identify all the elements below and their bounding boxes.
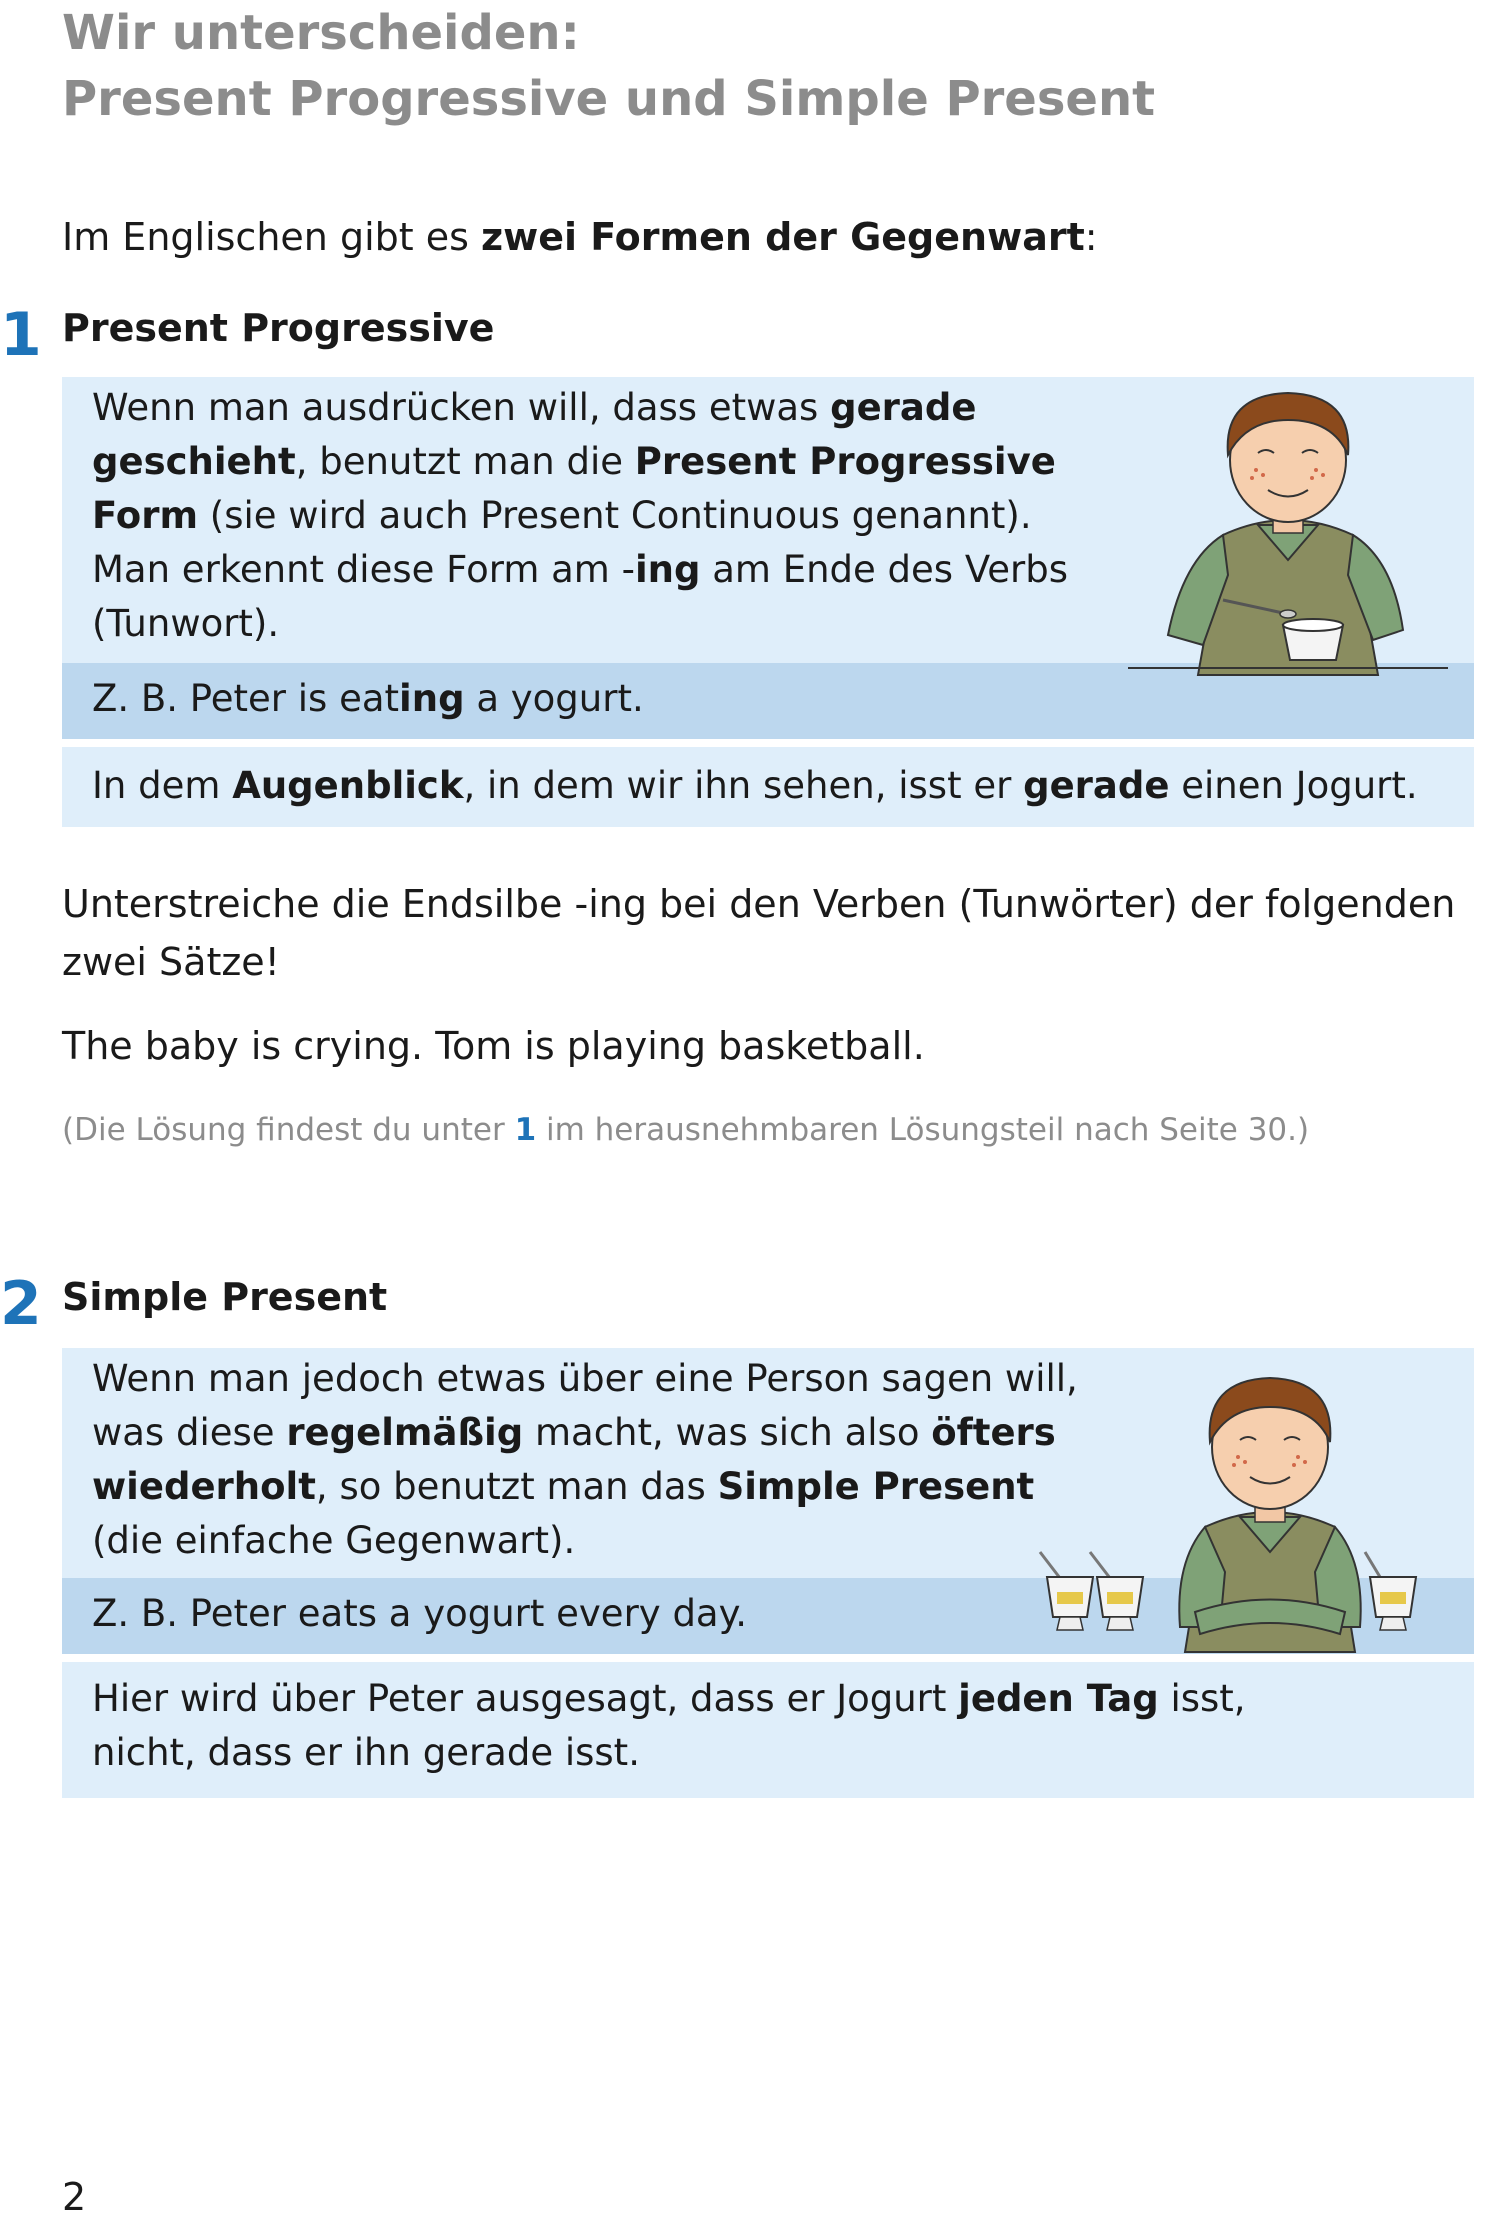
bold-text: gerade — [1023, 764, 1170, 807]
text: isst, — [1158, 1677, 1246, 1720]
exercise-sentences: The baby is crying. Tom is playing basketball. — [62, 1024, 925, 1068]
text: , benutzt man die — [295, 440, 635, 483]
text: a yogurt. — [464, 677, 644, 720]
text: Wenn man ausdrücken will, dass etwas — [92, 386, 831, 429]
bold-text: ing — [634, 548, 701, 591]
bold-text: Form — [92, 494, 198, 537]
hint-number: 1 — [514, 1112, 537, 1148]
intro-pre: Im Englischen gibt es — [62, 215, 481, 259]
text: , in dem wir ihn sehen, isst er — [463, 764, 1024, 807]
section-1-number: 1 — [0, 300, 42, 370]
bold-text: jeden Tag — [958, 1677, 1159, 1720]
yogurt-cup — [1365, 1552, 1416, 1630]
text: (Tunwort). — [92, 602, 280, 645]
text: macht, was sich also — [523, 1411, 932, 1454]
bold-text: regelmäßig — [286, 1411, 524, 1454]
divider — [62, 1654, 1474, 1662]
boy-with-yogurt-cups-illustration — [1035, 1362, 1455, 1652]
text: nicht, dass er ihn gerade isst. — [92, 1731, 640, 1774]
text: (Die Lösung findest du unter — [62, 1112, 515, 1148]
yogurt-cup — [1090, 1552, 1143, 1630]
text: zwei Sätze! — [62, 940, 280, 984]
section-2-heading: Simple Present — [62, 1275, 388, 1319]
bold-text: Present Progressive — [634, 440, 1056, 483]
section-2-number: 2 — [0, 1269, 42, 1339]
text: am Ende des Verbs — [700, 548, 1069, 591]
example-text: Z. B. Peter eats a yogurt every day. — [92, 1592, 747, 1635]
bold-text: Augenblick — [232, 764, 464, 807]
bold-text: öfters — [931, 1411, 1056, 1454]
title-line-1: Wir unterscheiden: — [62, 5, 580, 61]
divider — [62, 739, 1474, 747]
exercise-instruction — [62, 875, 1455, 991]
text: Unterstreiche die Endsilbe -ing bei den Verben (Tunwörter) der folgenden — [62, 882, 1456, 926]
section-1-explanation — [92, 381, 1068, 651]
text: Man erkennt diese Form am - — [92, 548, 635, 591]
bold-text: geschieht — [92, 440, 296, 483]
text: was diese — [92, 1411, 287, 1454]
yogurt-cup — [1040, 1552, 1093, 1630]
text: , so benutzt man das — [315, 1465, 718, 1508]
bold-text: gerade — [830, 386, 977, 429]
section-2-explanation — [92, 1352, 1078, 1568]
example-text — [92, 675, 644, 723]
text: (die einfache Gegenwart). — [92, 1519, 576, 1562]
section-2-note — [92, 1672, 1246, 1780]
text: einen Jogurt. — [1169, 764, 1418, 807]
text: In dem — [92, 764, 233, 807]
section-2-note-box — [62, 1662, 1474, 1798]
section-1-heading: Present Progressive — [62, 306, 495, 350]
intro-text — [62, 212, 1098, 262]
text: Wenn man jedoch etwas über eine Person sagen will, — [92, 1357, 1078, 1400]
title-line-2: Present Progressive und Simple Present — [62, 71, 1156, 127]
text: (sie wird auch Present Continuous genannt). — [198, 494, 1032, 537]
bold-text: Simple Present — [717, 1465, 1035, 1508]
solution-hint — [62, 1108, 1309, 1152]
boy-eating-yogurt-illustration — [1128, 385, 1448, 675]
intro-post: : — [1084, 215, 1098, 259]
page-title — [62, 0, 1155, 132]
text: Z. B. Peter is eat — [92, 677, 400, 720]
bold-text: wiederholt — [92, 1465, 316, 1508]
bold-text: ing — [399, 677, 465, 720]
page-number: 2 — [62, 2175, 87, 2219]
text: im herausnehmbaren Lösungsteil nach Seite 30.) — [536, 1112, 1310, 1148]
text: Hier wird über Peter ausgesagt, dass er Jogurt — [92, 1677, 959, 1720]
section-1-note — [92, 759, 1418, 813]
section-1-note-box — [62, 747, 1474, 827]
intro-bold: zwei Formen der Gegenwart — [480, 215, 1085, 259]
